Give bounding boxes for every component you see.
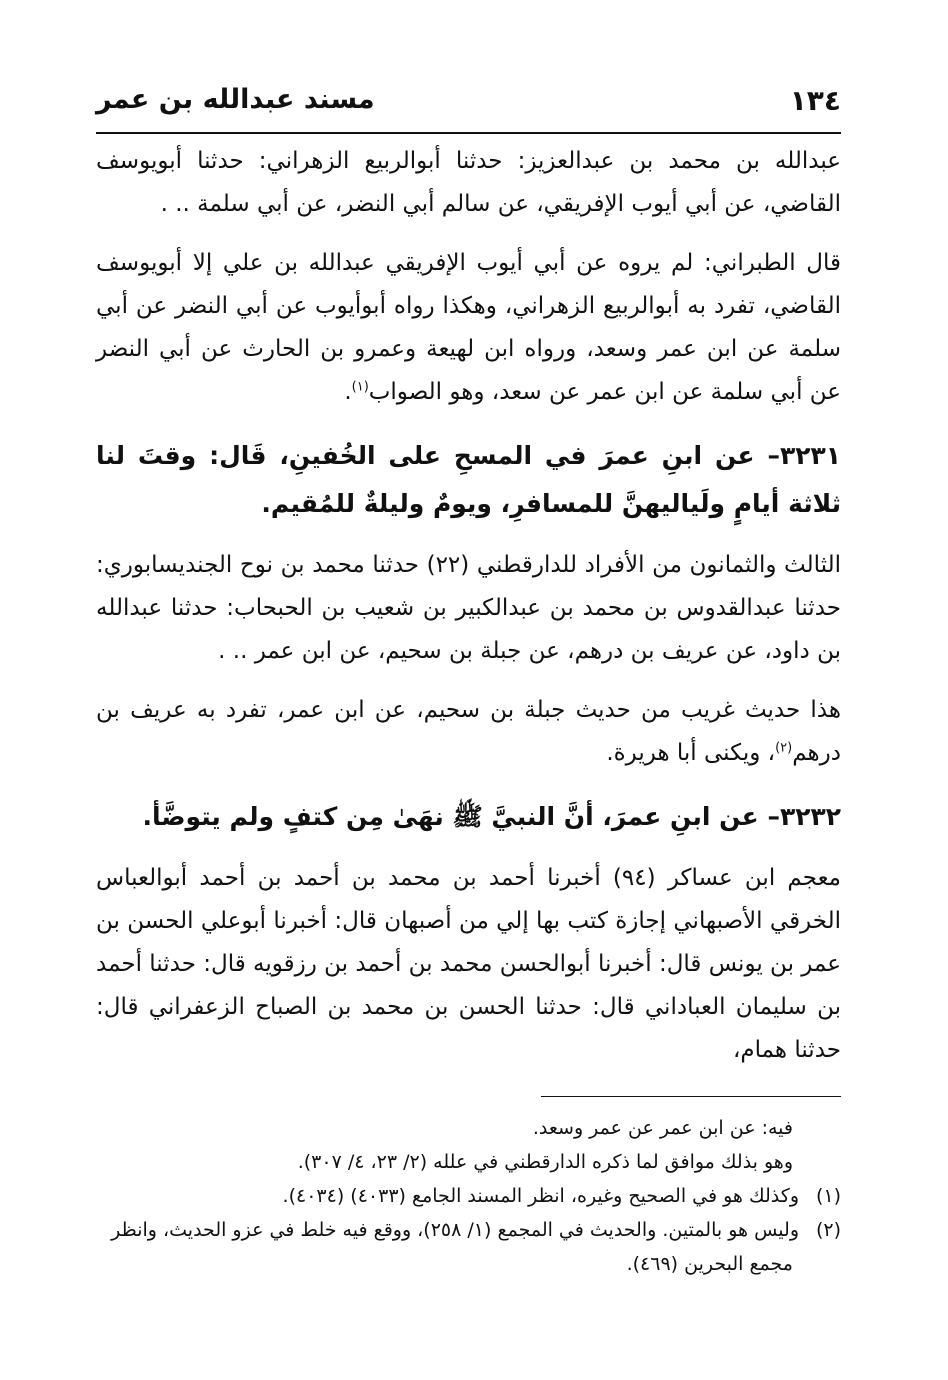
paragraph-gharib-comment bbox=[96, 689, 841, 775]
footnote-mark-2: (٢) bbox=[775, 740, 793, 756]
footnote-1 bbox=[96, 1179, 841, 1213]
hadith-text: عن ابنِ عمرَ، أنَّ النبيَّ ﷺ نهَىٰ مِن كتفٍ ولم يتوضَّأ. bbox=[142, 802, 759, 831]
page-header bbox=[96, 80, 841, 134]
hadith-text: عن ابنِ عمرَ في المسحِ على الخُفينِ، قَال: وقتَ لنا ثلاثة أيامٍ ولَياليهنَّ للمسافرِ، ويومٌ وليلةٌ للمُقيم. bbox=[96, 441, 841, 518]
paragraph-isnad-daraqutni: الثالث والثمانون من الأفراد للدارقطني (٢٢) حدثنا محمد بن نوح الجنديسابوري: حدثنا عبدالقدوس بن محمد بن عبدالكبير بن شعيب بن الحبحاب: حدثنا عبدالله بن داود، عن عريف بن درهم، عن جبلة بن سحيم، عن ابن عمر .. . bbox=[96, 552, 841, 664]
paragraph-text: قال الطبراني: لم يروه عن أبي أيوب الإفريقي عبدالله بن علي إلا أبويوسف القاضي، تفرد به أبوالربيع الزهراني، وهكذا رواه أبوأيوب عن أبي النضر عن أبي سلمة عن ابن عمر وسعد، ورواه ابن لهيعة وعمرو بن الحارث عن أبي النضر عن أبي سلمة عن ابن عمر عن سعد، وهو الصواب bbox=[96, 250, 841, 405]
footnote-1-mark: (١) bbox=[815, 1185, 841, 1207]
paragraph-tabarani-comment bbox=[96, 242, 841, 414]
paragraph-isnad-ibn-asakir: معجم ابن عساكر (٩٤) أخبرنا أحمد بن محمد بن أحمد بن أحمد أبوالعباس الخرقي الأصبهاني إجازة كتب بها إلي من أصبهان قال: أخبرنا أبوعلي الحسن بن عمر بن يونس قال: أخبرنا أبوالحسن محمد بن أحمد بن رزقويه قال: حدثنا أحمد بن سليمان العباداني قال: حدثنا الحسن بن محمد بن الصباح الزعفراني قال: حدثنا همام، bbox=[96, 865, 842, 1063]
running-title: مسند عبدالله بن عمر bbox=[96, 84, 375, 115]
footnote-2 bbox=[96, 1213, 841, 1247]
book-page bbox=[96, 80, 841, 1281]
page-number: ١٣٤ bbox=[789, 84, 841, 117]
footnote-2-continuation: مجمع البحرين (٤٦٩). bbox=[626, 1253, 793, 1275]
footnote-2-mark: (٢) bbox=[815, 1219, 841, 1241]
paragraph-text: هذا حديث غريب من حديث جبلة بن سحيم، عن ابن عمر، تفرد به عريف بن درهم bbox=[96, 697, 841, 766]
hadith-number: ٣٢٣٢– bbox=[767, 802, 841, 831]
paragraph-end: . bbox=[344, 379, 352, 405]
hadith-3231 bbox=[96, 432, 841, 528]
footnotes bbox=[96, 1111, 841, 1281]
paragraph-isnad-1: عبدالله بن محمد بن عبدالعزيز: حدثنا أبوالربيع الزهراني: حدثنا أبويوسف القاضي، عن أبي أيوب الإفريقي، عن سالم أبي النضر، عن أبي سلمة .. . bbox=[96, 148, 841, 217]
footnote-continuation-line: فيه: عن ابن عمر عن عمر وسعد. bbox=[532, 1117, 793, 1139]
footnote-separator bbox=[541, 1096, 841, 1097]
paragraph-end: ، ويكنى أبا هريرة. bbox=[606, 740, 776, 766]
footnote-mark-1: (١) bbox=[351, 379, 369, 395]
hadith-3232 bbox=[96, 793, 841, 841]
footnote-2-text: وليس هو بالمتين. والحديث في المجمع (١/ ٢٥٨)، ووقع فيه خلط في عزو الحديث، وانظر bbox=[111, 1219, 799, 1241]
footnote-1-text: وكذلك هو في الصحيح وغيره، انظر المسند الجامع (٤٠٣٣) (٤٠٣٤). bbox=[282, 1185, 799, 1207]
footnote-continuation-line: وهو بذلك موافق لما ذكره الدارقطني في علله (٢/ ٢٣، ٤/ ٣٠٧). bbox=[297, 1151, 793, 1173]
hadith-number: ٣٢٣١– bbox=[767, 441, 841, 470]
